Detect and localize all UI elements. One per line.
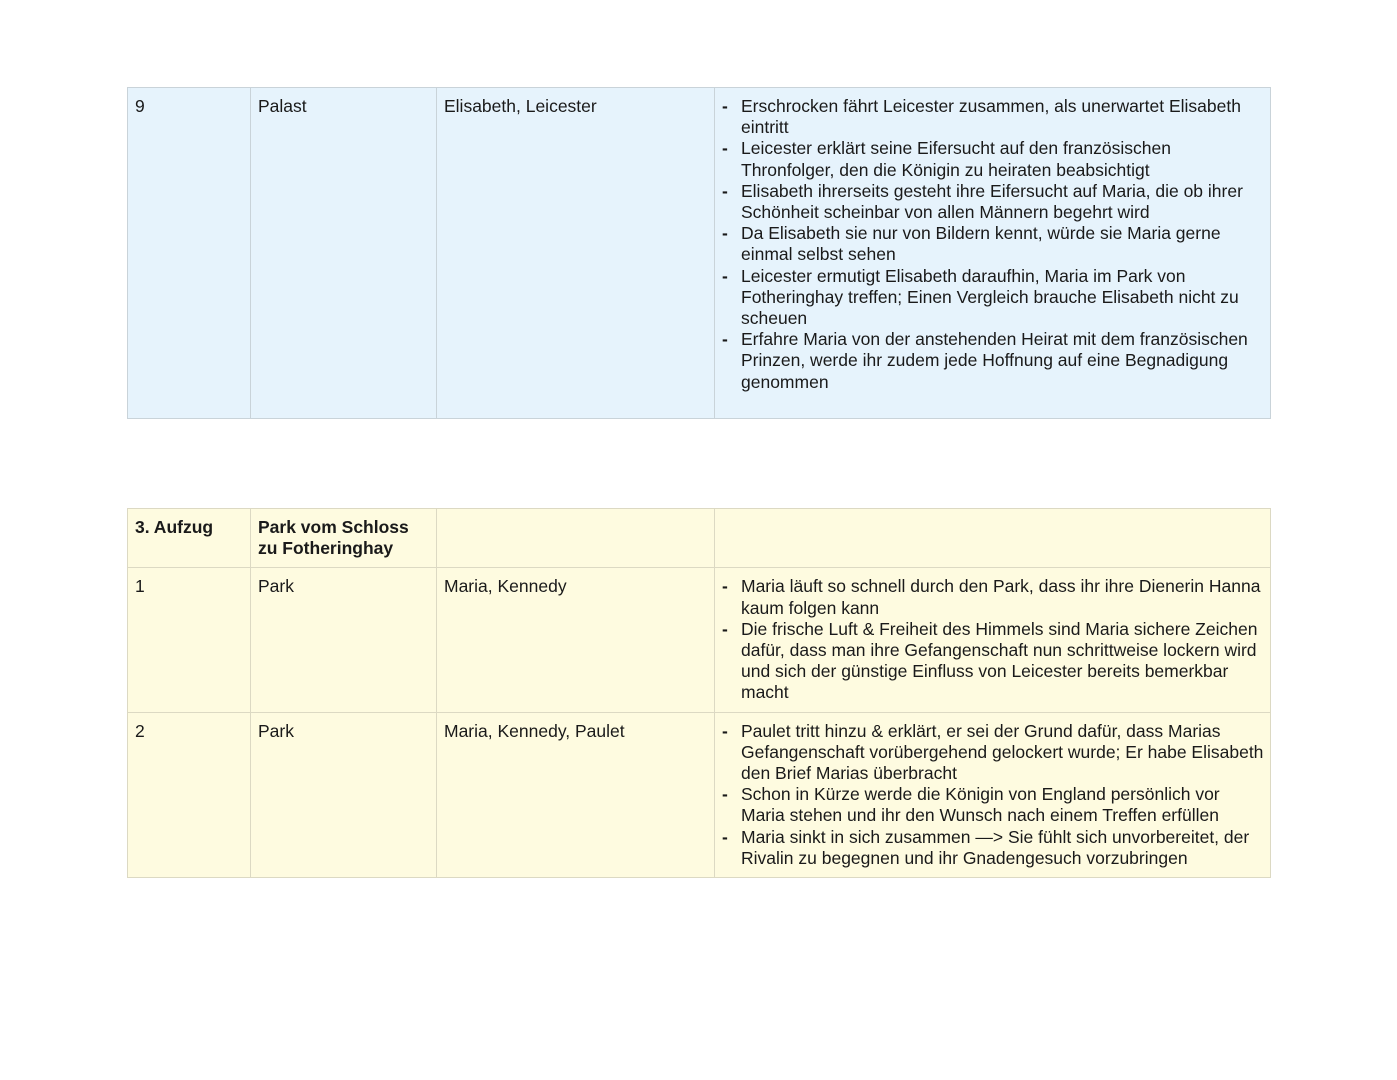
list-item: - Maria sinkt in sich zusammen —> Sie fühlt sich unvorbereitet, der Rivalin zu begegnen und ihr Gnadengesuch vorzubringen xyxy=(722,827,1264,869)
location-cell: Palast xyxy=(251,88,437,419)
events-list xyxy=(722,576,1263,703)
list-item: - Leicester ermutigt Elisabeth daraufhin, Maria im Park von Fotheringhay treffen; Einen Vergleich brauche Elisabeth nicht zu scheuen xyxy=(722,266,1264,330)
events-cell xyxy=(715,568,1271,712)
list-item: - Elisabeth ihrerseits gesteht ihre Eifersucht auf Maria, die ob ihrer Schönheit scheinbar von allen Männern begehrt wird xyxy=(722,181,1264,223)
events-cell xyxy=(715,712,1271,877)
list-item: - Schon in Kürze werde die Königin von England persönlich vor Maria stehen und ihr den Wunsch nach einem Treffen erfüllen xyxy=(722,784,1264,826)
list-item: - Erfahre Maria von der anstehenden Heirat mit dem französischen Prinzen, werde ihr zudem jede Hoffnung auf eine Begnadigung genommen xyxy=(722,329,1264,393)
scene-number-cell: 1 xyxy=(128,568,251,712)
empty-cell xyxy=(437,509,715,568)
characters-cell: Maria, Kennedy xyxy=(437,568,715,712)
list-item: - Leicester erklärt seine Eifersucht auf den französischen Thronfolger, den die Königin zu heiraten beabsichtigt xyxy=(722,138,1264,180)
location-cell: Park xyxy=(251,712,437,877)
events-list xyxy=(722,96,1263,393)
scene-number-cell: 9 xyxy=(128,88,251,419)
scene-table-act-3 xyxy=(127,508,1271,878)
list-item: - Paulet tritt hinzu & erklärt, er sei der Grund dafür, dass Marias Gefangenschaft vorübergehend gelockert wurde; Er habe Elisabeth den Brief Marias überbracht xyxy=(722,721,1264,785)
table-row xyxy=(128,88,1271,419)
events-list xyxy=(722,721,1263,869)
act-setting-cell: Park vom Schloss zu Fotheringhay xyxy=(251,509,437,568)
act-header-row xyxy=(128,509,1271,568)
table-row xyxy=(128,712,1271,877)
scene-table-act-2 xyxy=(127,87,1271,419)
location-cell: Park xyxy=(251,568,437,712)
scene-number-cell: 2 xyxy=(128,712,251,877)
list-item: - Erschrocken fährt Leicester zusammen, als unerwartet Elisabeth eintritt xyxy=(722,96,1264,138)
list-item: - Da Elisabeth sie nur von Bildern kennt, würde sie Maria gerne einmal selbst sehen xyxy=(722,223,1264,265)
empty-cell xyxy=(715,509,1271,568)
act-title-cell: 3. Aufzug xyxy=(128,509,251,568)
characters-cell: Elisabeth, Leicester xyxy=(437,88,715,419)
table-row xyxy=(128,568,1271,712)
characters-cell: Maria, Kennedy, Paulet xyxy=(437,712,715,877)
list-item: - Die frische Luft & Freiheit des Himmels sind Maria sichere Zeichen dafür, dass man ihre Gefangenschaft nun schrittweise lockern wird und sich der günstige Einfluss von Leicester bereits bemerkbar macht xyxy=(722,619,1264,704)
list-item: - Maria läuft so schnell durch den Park, dass ihr ihre Dienerin Hanna kaum folgen kann xyxy=(722,576,1264,618)
events-cell xyxy=(715,88,1271,419)
